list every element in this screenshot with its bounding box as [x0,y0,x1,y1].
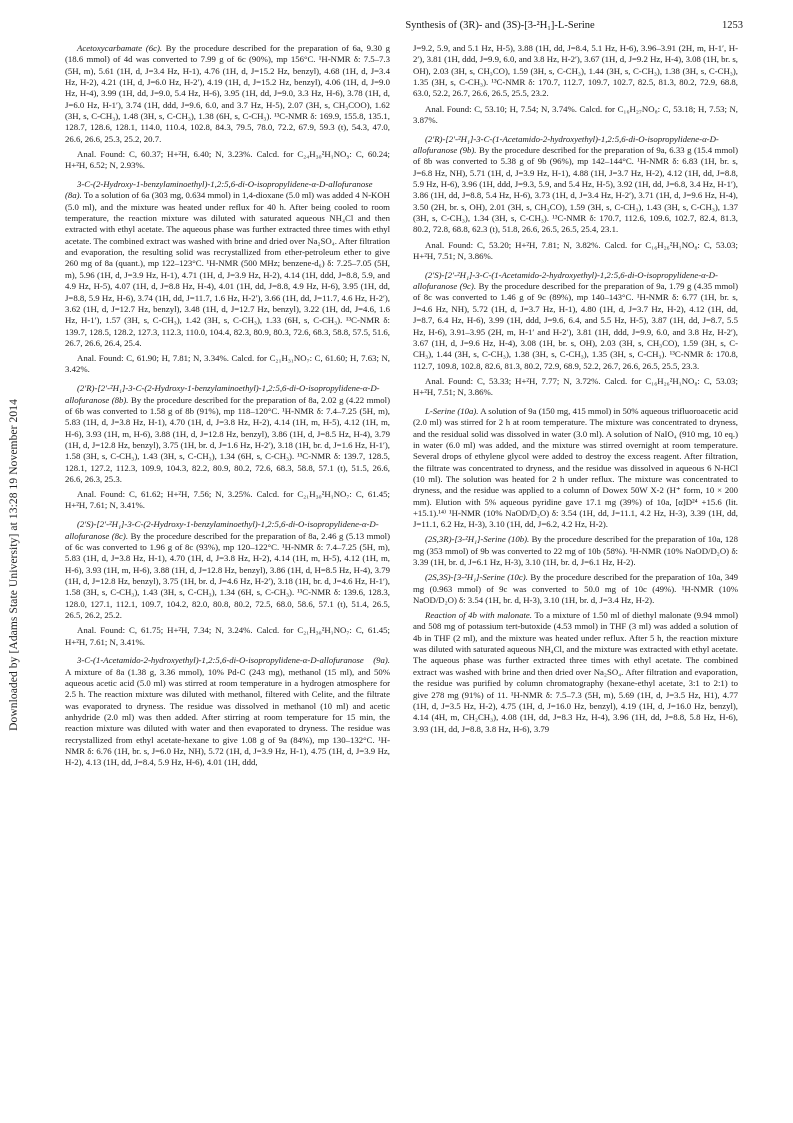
paragraph-text: A mixture of 8a (1.38 g, 3.36 mmol), 10% Pd-C (243 mg), methanol (15 ml), and 50% aqueous acetic acid (5.0 ml) was stirred at room temperature in a hydrogen atmosphere for 2.5 h. The reaction mixture was diluted with methanol, filtered with Celite, and the filtrate was evaporated to dryness. The residue was dissolved in methanol (10 ml) and acetic anhydride (2.0 ml) was then added. After stirring at room temperature for 15 min, the reaction mixture was diluted with water and then evaporated to dryness. The residue was recrystallized from ethyl acetate-hexane to give 1.08 g of 9a (84%), mp 130–132°C. ¹H-NMR δ: 6.76 (1H, br. s, J=6.0 Hz, NH), 5.72 (1H, d, J=3.9 Hz, H-1), 4.75 (1H, d, J=3.9 Hz, H-2), 4.13 (1H, dd, J=8.4, 5.9 Hz, H-6), 4.01 (1H, ddd, [65,666,390,768]
paragraph [413,534,738,568]
paragraph-continuation: J=9.2, 5.9, and 5.1 Hz, H-5), 3.88 (1H, dd, J=8.4, 5.1 Hz, H-6), 3.96–3.91 (2H, m, H-1′, H-2′), 3.81 (1H, ddd, J=9.9, 6.0, and 3.8 Hz, H-2′), 3.67 (1H, d, J=9.2 Hz, H-4), 3.08 (1H, br. s, OH), 2.03 (3H, s, CH₃CO), 1.59 (3H, s, C-CH₃), 1.44 (3H, s, C-CH₃), 1.38 (3H, s, C-CH₃), 1.35 (3H, s, C-CH₃). ¹³C-NMR δ: 170.7, 112.7, 109.7, 102.7, 82.5, 81.3, 80.2, 72.9, 68.8, 63.0, 52.2, 26.7, 26.6, 26.5, 25.5, 23.2. [413,43,738,99]
paragraph-text: By the procedure described for the preparation of 10a, 128 mg (353 mmol) of 9b was converted to 22 mg of 10b (58%). ¹H-NMR (10% NaOD/D₂O) δ: 3.39 (1H, br. d, J=6.1 Hz, H-3), 3.10 (1H, br. d, J=6.1 Hz, H-2). [413,534,739,568]
analysis-line: Anal. Found: C, 61.62; H+²H, 7.56; N, 3.25%. Calcd. for C₂₁H₃₀²H₁NO₇: C, 61.45; H+²H, 7.61; N, 3.41%. [65,489,390,511]
paragraph [65,383,390,485]
running-title: Synthesis of (3R)- and (3S)-[3-²H₁]-L-Serine [405,20,595,31]
analysis-line: Anal. Found: C, 53.10; H, 7.54; N, 3.74%. Calcd. for C₁₆H₂₇NO₈: C, 53.18; H, 7.53; N, 3.87%. [413,103,738,125]
paragraph [413,406,738,531]
paragraph-text: To a solution of 6a (303 mg, 0.634 mmol) in 1,4-dioxane (5.0 ml) was added 4 N-KOH (5.0 ml), and the mixture was heated under reflux for 40 h. After being cooled to room temperature, the reaction mixture was diluted with saturated aqueous NH₄Cl and then extracted with ethyl acetate. The aqueous phase was further extracted three times with ethyl acetate. The combined extract was washed with brine and dried over Na₂SO₄. After filtration and evaporation, the resulting solid was recrystallized from ether-petroleum ether to give 260 mg of 8a (quant.), mp 122–123°C. ¹H-NMR (500 MHz; benzene-d₆) δ: 7.25–7.05 (5H, m), 5.96 (1H, d, J=3.9 Hz, H-1), 4.71 (1H, d, J=3.9 Hz, H-2), 4.14 (1H, ddd, J=8.8, 5.9, and 4.9 Hz, H-5), 4.07 (1H, d, J=8.8 Hz, H-4), 4.01 (1H, dd, J=8.8, 4.9 Hz, H-6), 3.95 (1H, dd, J=8.8, 5.9 Hz, H-6), 3.74 (1H, dd, J=11.7, 1.6 Hz, H-2′), 3.66 (1H, dd, J=11.7, 4.6 Hz, H-2′), 3.62 (1H, d, J=12.7 Hz, benzyl), 3.48 (1H, d, J=12.7 Hz, benzyl), 3.22 (1H, dd, J=4.6, 1.6 Hz, H-1′), 1.57 (3H, s, C-CH₃), 1.42 (3H, s, C-CH₃), 1.33 (6H, s, C-CH₃). ¹³C-NMR δ: 139.7, 128.5, 128.2, 127.3, 112.3, 110.0, 104.4, 82.3, 80.9, 80.3, 72.6, 68.3, 58.8, 57.5, 51.6, 26.7, 26.6, 26.4, 25.4. [65,190,391,348]
paragraph-title: (2′S)-[2′-²H₁]-3-C-(2-Hydroxy-1-benzylaminoethyl)-1,2:5,6-di-O-isopropylidene-α-D-allofuranose (8c). [65,519,379,541]
paragraph-text: By the procedure described for the preparation of 10a, 349 mg (0.963 mmol) of 9c was converted to 50.0 mg of 10c (49%). ¹H-NMR (10% NaOD/D₂O) δ: 3.54 (1H, br. d, H-3), 3.10 (1H, br. d, J=3.4 Hz, H-2). [413,572,739,605]
paragraph [65,43,390,145]
analysis-line: Anal. Found: C, 53.20; H+²H, 7.81; N, 3.82%. Calcd. for C₁₆H₂₆²H₁NO₈: C, 53.03; H+²H, 7.51; N, 3.86%. [413,239,738,261]
paragraph [413,270,738,372]
page-number: 1253 [722,20,743,31]
paragraph-title: (2S,3R)-[3-²H₁]-Serine (10b). [425,534,530,545]
paragraph-title: (2′R)-[2′-²H₁]-3-C-(1-Acetamido-2-hydroxyethyl)-1,2:5,6-di-O-isopropylidene-α-D-allofuranose (9b). [413,133,719,156]
paragraph [413,610,738,735]
paragraph [413,134,738,236]
left-column [65,43,390,773]
download-notice: Downloaded by [Adams State University] at 13:28 19 November 2014 [8,399,20,731]
paragraph-text: By the procedure described for the preparation of 6a, 9.30 g (18.6 mmol) of 4d was converted to 7.99 g of 6c (90%), mp 156°C. ¹H-NMR δ: 7.5–7.3 (5H, m), 5.61 (1H, d, J=3.4 Hz, H-1), 4.76 (1H, d, J=15.2 Hz, benzyl), 4.68 (1H, d, J=3.4 Hz, H-2), 4.21 (1H, d, J=6.0 Hz, H-2′), 4.19 (1H, d, J=15.2 Hz, benzyl), 4.06 (1H, d, J=9.0 Hz, H-4), 3.99 (1H, dd, J=9.0, 5.4 Hz, H-6), 3.95 (1H, dd, J=9.0, 3.3 Hz, H-6), 3.78 (1H, d, J=6.0 Hz, H-1′), 3.74 (1H, ddd, J=9.6, 6.0, and 3.7 Hz, H-5), 2.07 (3H, s, CH₃COO), 1.62 (3H, s, C-CH₃), 1.48 (3H, s, C-CH₃), 1.38 (6H, s, C-CH₃). ¹³C-NMR δ: 169.9, 155.8, 135.1, 128.7, 128.6, 128.1, 114.0, 110.4, 102.8, 84.3, 79.5, 78.0, 72.2, 67.9, 59.3 (t), 54.3, 47.0, 26.6, 26.6, 25.3, 25.2, 20.7. [65,43,391,144]
paragraph-title: (2′R)-[2′-²H₁]-3-C-(2-Hydroxy-1-benzylaminoethyl)-1,2:5,6-di-O-isopropylidene-α-D-allofuranose (8b). [65,383,380,405]
paragraph [65,655,390,768]
paragraph-text: A solution of 9a (150 mg, 415 mmol) in 50% aqueous trifluoroacetic acid (2.0 ml) was stirred for 2 h at room temperature. The mixture was concentrated to dryness, and the residual solid was dissolved in water (3.0 ml). A solution of NaIO₄ (910 mg, 10 eq.) in water (6.0 ml) was added, and the mixture was stirred overnight at room temperature. Several drops of ethylene glycol were added to destroy the excess reagent. After filtration, the filtrate was concentrated to dryness, and the residue was dissolved in aqueous 6 N-HCl (10 ml). The solution was heated for 2 h under reflux. The mixture was concentrated to dryness, and the residue was applied to a column of Dowex 50W X-2 (H⁺ form, 10 × 200 mm). Elution with 5% aqueous pyridine gave 17.1 mg (39%) of 10a, [α]D²⁴ +15.6 (lit. +15.1).¹⁴⁾ ¹H-NMR (10% NaOD/D₂O) δ: 3.54 (1H, dd, J=11.1, 4.2 Hz, H-3), 3.39 (1H, dd, J=11.1, 6.2 Hz, H-3), 3.10 (1H, dd, J=6.2, 4.2 Hz, H-2). [413,405,738,530]
paragraph [413,572,738,606]
paragraph-text: By the procedure described for the preparation of 9a, 6.33 g (15.4 mmol) of 8b was converted to 5.38 g of 9b (96%), mp 142–144°C. ¹H-NMR δ: 6.83 (1H, br. s, J=6.8 Hz, NH), 5.71 (1H, d, J=3.9 Hz, H-1), 4.88 (1H, J=3.7 Hz, H-2), 4.12 (1H, dd, J=8.8, 5.9 Hz, H-6), 3.96 (1H, ddd, J=9.3, 5.9, and 5.4 Hz, H-5), 3.92 (1H, dd, J=6.8, 3.4 Hz, H-1′), 3.86 (1H, dd, J=8.8, 5.4 Hz, H-6), 3.73 (1H, d, J=3.4 Hz, H-2′), 3.71 (1H, d, J=9.6 Hz, H-4), 3.50 (2H, br. s, OH), 2.01 (3H, s, CH₃CO), 1.59 (3H, s, C-CH₃), 1.43 (3H, s, C-CH₃), 1.37 (3H, s, C-CH₃), 1.34 (3H, s, C-CH₃). ¹³C-NMR δ: 170.7, 112.6, 109.6, 102.7, 82.4, 81.3, 80.2, 72.8, 68.8, 62.3 (t), 51.8, 26.6, 26.5, 26.5, 25.4, 23.1. [413,145,738,235]
paragraph-title: (2′S)-[2′-²H₁]-3-C-(1-Acetamido-2-hydroxyethyl)-1,2:5,6-di-O-isopropylidene-α-D-allofuranose (9c). [413,269,718,292]
paragraph-text: By the procedure described for the preparation of 9a, 1.79 g (4.35 mmol) of 8c was converted to 1.46 g of 9c (89%), mp 140–143°C. ¹H-NMR δ: 6.77 (1H, br. s, J=4.6 Hz, NH), 5.72 (1H, d, J=3.7 Hz, H-1), 4.80 (1H, d, J=3.7 Hz, H-2), 4.12 (1H, dd, J=8.7, 6.4 Hz, H-6), 3.99 (1H, ddd, J=9.6, 6.4, and 5.5 Hz, H-5), 3.87 (1H, dd, J=8.7, 5.5 Hz, H-6), 3.91–3.95 (2H, m, H-1′ and H-2′), 3.81 (1H, ddd, J=9.9, 6.0, and 3.8 Hz, H-2′), 3.67 (1H, d, J=9.6 Hz, H-4), 3.08 (1H, br. s, OH), 2.03 (3H, s, CH₃CO), 1.59 (3H, s, C-CH₃), 1.44 (3H, s, C-CH₃), 1.38 (3H, s, C-CH₃), 1.35 (3H, s, C-CH₃). ¹³C-NMR δ: 170.8, 112.7, 109.8, 102.8, 82.6, 81.3, 80.2, 72.9, 68.9, 52.2, 26.7, 26.6, 26.5, 25.5, 23.3. [413,281,739,371]
right-column [413,43,738,739]
paragraph [65,519,390,621]
analysis-line: Anal. Found: C, 61.75; H+²H, 7.34; N, 3.24%. Calcd. for C₂₁H₃₀²H₁NO₇: C, 61.45; H+²H, 7.61; N, 3.41%. [65,625,390,647]
analysis-line: Anal. Found: C, 61.90; H, 7.81; N, 3.34%. Calcd. for C₂₁H₃₁NO₇: C, 61.60; H, 7.63; N, 3.42%. [65,353,390,375]
paragraph-title: Acetoxycarbamate (6c). [77,43,163,53]
analysis-line: Anal. Found: C, 53.33; H+²H, 7.77; N, 3.72%. Calcd. for C₁₆H₂₆²H₁NO₈: C, 53.03; H+²H, 7.51; N, 3.86%. [413,375,738,398]
paragraph-title: 3-C-(2-Hydroxy-1-benzylaminoethyl)-1,2:5,6-di-O-isopropylidene-α-D-allofuranose (8a). [65,179,373,201]
paragraph-title: Reaction of 4b with malonate. [425,610,532,621]
paragraph-text: By the procedure described for the preparation of 8a, 2.46 g (5.13 mmol) of 6c was converted to 1.96 g of 8c (93%), mp 120–122°C. ¹H-NMR δ: 7.4–7.25 (5H, m), 5.83 (1H, d, J=3.8 Hz, H-1), 4.70 (1H, d, J=3.8 Hz, H-2), 4.14 (1H, m, H-5), 4.12 (1H, m, H-6), 3.93 (1H, m, H-6), 3.88 (1H, d, J=12.8 Hz, benzyl), 3.86 (1H, d, H=8.5 Hz, H-4), 3.79 (1H, d, J=12.8 Hz, benzyl), 3.75 (1H, br. d, J=4.6 Hz, H-2′), 3.18 (1H, br. d, J=4.6 Hz, H-1′), 1.58 (3H, s, C-CH₃), 1.43 (3H, s, C-CH₃), 1.34 (6H, s, C-CH₃). ¹³C-NMR δ: 139.6, 128.3, 128.0, 127.1, 112.1, 109.7, 104.2, 82.0, 80.8, 80.2, 72.5, 68.0, 58.6, 57.1 (t), 51.4, 26.5, 26.5, 26.2, 25.2. [65,530,391,621]
download-sidebar [0,0,28,1123]
paragraph-title: L-Serine (10a). [425,405,479,416]
paragraph-text: By the procedure described for the preparation of 8a, 2.02 g (4.22 mmol) of 6b was converted to 1.58 g of 8b (91%), mp 118–120°C. ¹H-NMR δ: 7.4–7.25 (5H, m), 5.83 (1H, d, J=3.8 Hz, H-1), 4.70 (1H, d, J=3.8 Hz, H-2), 4.14 (1H, m, H-5), 4.12 (1H, m, H-6), 3.93 (1H, m, H-6), 3.88 (1H, d, J=12.8 Hz, benzyl), 3.86 (1H, d, J=8.5 Hz, H-4), 3.79 (1H, d, J=12.8 Hz, benzyl), 3.75 (1H, br. d, J=1.6 Hz, H-2′), 3.18 (1H, br. d, J=1.6 Hz, H-1′), 1.58 (3H, s, C-CH₃), 1.43 (3H, s, C-CH₃), 1.34 (6H, s, C-CH₃). ¹³C-NMR δ: 139.7, 128.5, 128.1, 127.2, 112.3, 109.9, 104.3, 82.2, 80.9, 80.2, 72.6, 68.3, 58.8, 57.1 (t), 51.5, 26.6, 26.6, 26.3, 25.3. [65,394,390,484]
paragraph [65,179,390,349]
analysis-line: Anal. Found: C, 60.37; H+²H, 6.40; N, 3.23%. Calcd. for C₂₄H₃₀²H₁NO₉: C, 60.24; H+²H, 6.52; N, 2.93%. [65,148,390,171]
paragraph-title: (2S,3S)-[3-²H₁]-Serine (10c). [425,572,528,583]
paragraph-title: 3-C-(1-Acetamido-2-hydroxyethyl)-1,2:5,6-di-O-isopropylidene-α-D-allofuranose (9a). [77,655,390,666]
paragraph-text: To a mixture of 1.50 ml of diethyl malonate (9.94 mmol) and 508 mg of potassium tert-butoxide (4.53 mmol) in THF (3 ml) was added a solution of 4b in THF (2 ml), and the mixture was heated under reflux. After 5 h, the reaction mixture was diluted with saturated aqueous NH₄Cl, and the mixture was extracted with ethyl acetate. The aqueous phase was further extracted three times with ethyl acetate. The combined extract was washed with brine and then dried over Na₂SO₄. After filtration and evaporation, the residue was purified by column chromatography (hexane-ethyl acetate, 3:1 to 2:1) to give 278 mg (91%) of 11. ¹H-NMR δ: 7.5–7.3 (5H, m), 5.69 (1H, d, J=3.5 Hz, H1), 4.77 (1H, d, J=3.5 Hz, H-2), 4.75 (1H, d, J=16.0 Hz, benzyl), 4.19 (1H, d, J=16.0 Hz, benzyl), 4.14 (4H, m, CH₂CH₃), 4.08 (1H, dd, J=8.3 Hz, H-4), 3.96 (1H, dd, J=8.8, 5.8 Hz, H-6), 3.93 (1H, dd, J=8.8, 3.8 Hz, H-6), 3.79 [413,610,739,734]
